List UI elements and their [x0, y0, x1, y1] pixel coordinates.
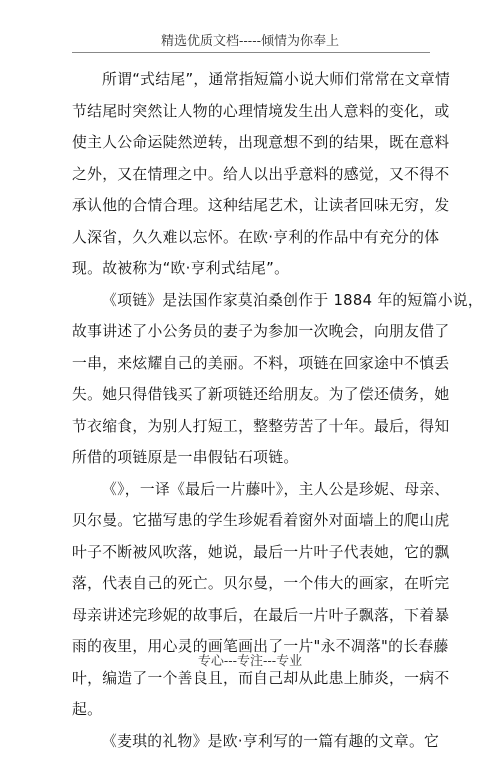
text-line: 人深省，久久难以忘怀。在欧·亨利的作品中有充分的体	[72, 222, 432, 254]
page-footer: 专心---专注---专业	[0, 650, 500, 669]
header-divider	[72, 52, 430, 53]
text-line: 之外，又在情理之中。给人以出乎意料的感觉，又不得不	[72, 159, 432, 191]
text-line: 落，代表自己的死亡。贝尔曼，一个伟大的画家，在听完	[72, 568, 432, 600]
text-line: 失。她只得借钱买了新项链还给朋友。为了偿还债务，她	[72, 379, 432, 411]
text-line: 《项链》是法国作家莫泊桑创作于 1884 年的短篇小说，	[72, 285, 432, 317]
text-line: 所谓“式结尾”，通常指短篇小说大师们常常在文章情	[72, 64, 432, 96]
text-line: 承认他的合情合理。这种结尾艺术，让读者回味无穷，发	[72, 190, 432, 222]
text-line: 节结尾时突然让人物的心理情境发生出人意料的变化，或	[72, 96, 432, 128]
text-line: 叶子不断被风吹落，她说，最后一片叶子代表她，它的飘	[72, 537, 432, 569]
text-line: 现。故被称为“欧·亨利式结尾”。	[72, 253, 432, 285]
text-line: 节衣缩食，为别人打短工，整整劳苦了十年。最后，得知	[72, 411, 432, 443]
text-line: 贝尔曼。它描写患的学生珍妮看着窗外对面墙上的爬山虎	[72, 505, 432, 537]
text-line: 《麦琪的礼物》是欧·亨利写的一篇有趣的文章。它	[72, 726, 432, 757]
text-line: 《》，一译《最后一片藤叶》，主人公是珍妮、母亲、	[72, 474, 432, 506]
text-line: 叶，编造了一个善良且，而自己却从此患上肺炎，一病不	[72, 663, 432, 695]
text-line: 雨的夜里，用心灵的画笔画出了一片"永不凋落"的长春藤	[72, 631, 432, 663]
text-line: 起。	[72, 694, 432, 726]
text-line: 使主人公命运陡然逆转，出现意想不到的结果，既在意料	[72, 127, 432, 159]
text-line: 故事讲述了小公务员的妻子为参加一次晚会，向朋友借了	[72, 316, 432, 348]
text-line: 所借的项链原是一串假钻石项链。	[72, 442, 432, 474]
page-header: 精选优质文档-----倾情为你奉上	[0, 30, 500, 49]
text-line: 一串，来炫耀自己的美丽。不料，项链在回家途中不慎丢	[72, 348, 432, 380]
text-line: 母亲讲述完珍妮的故事后，在最后一片叶子飘落，下着暴	[72, 600, 432, 632]
